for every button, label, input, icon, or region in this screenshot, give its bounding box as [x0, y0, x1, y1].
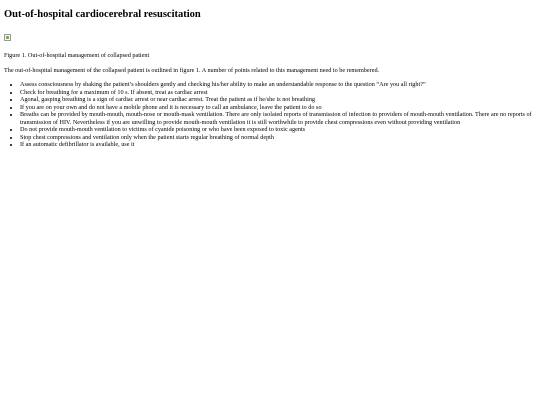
list-item: • Agonal, gasping breathing is a sign of cardiac arrest or near cardiac arrest. Treat the patient as if he/she is not breathing: [20, 96, 536, 104]
list-item: • Breaths can be provided by mouth-mouth, mouth-nose or mouth-mask ventilation. There are only isolated reports of transmission of infection to providers of mouth-mouth ventilation. There are no reports of transmission of HIV. Nevertheless if you are unwilling to provide mouth-mouth ventilation it is still worthwhile to provide chest compressions even without providing ventilation: [20, 111, 536, 126]
list-item: • Assess consciousness by shaking the patient’s shoulders gently and checking his/her ability to make an understandable response to the question “Are you all right?”: [20, 81, 536, 89]
list-item: • Do not provide mouth-mouth ventilation to victims of cyanide poisoning or who have been exposed to toxic agents: [20, 126, 536, 134]
intro-paragraph: The out-of-hospital management of the collapsed patient is outlined in figure 1. A number of points related to this management need to be remembered.: [4, 66, 380, 74]
list-item: • If you are on your own and do not have a mobile phone and it is necessary to call an ambulance, leave the patient to do so: [20, 104, 536, 112]
management-points-list: [4, 81, 536, 149]
list-item: • Stop chest compressions and ventilation only when the patient starts regular breathing of normal depth: [20, 134, 536, 142]
figure-caption: Figure 1. Out-of-hospital management of collapsed patient: [4, 52, 150, 59]
list-item: • Check for breathing for a maximum of 10 s. If absent, treat as cardiac arrest: [20, 89, 536, 97]
broken-image-icon: [4, 34, 11, 41]
page-title: Out-of-hospital cardiocerebral resuscitation: [4, 9, 201, 20]
list-item: • If an automatic defibrillator is available, use it: [20, 141, 536, 149]
